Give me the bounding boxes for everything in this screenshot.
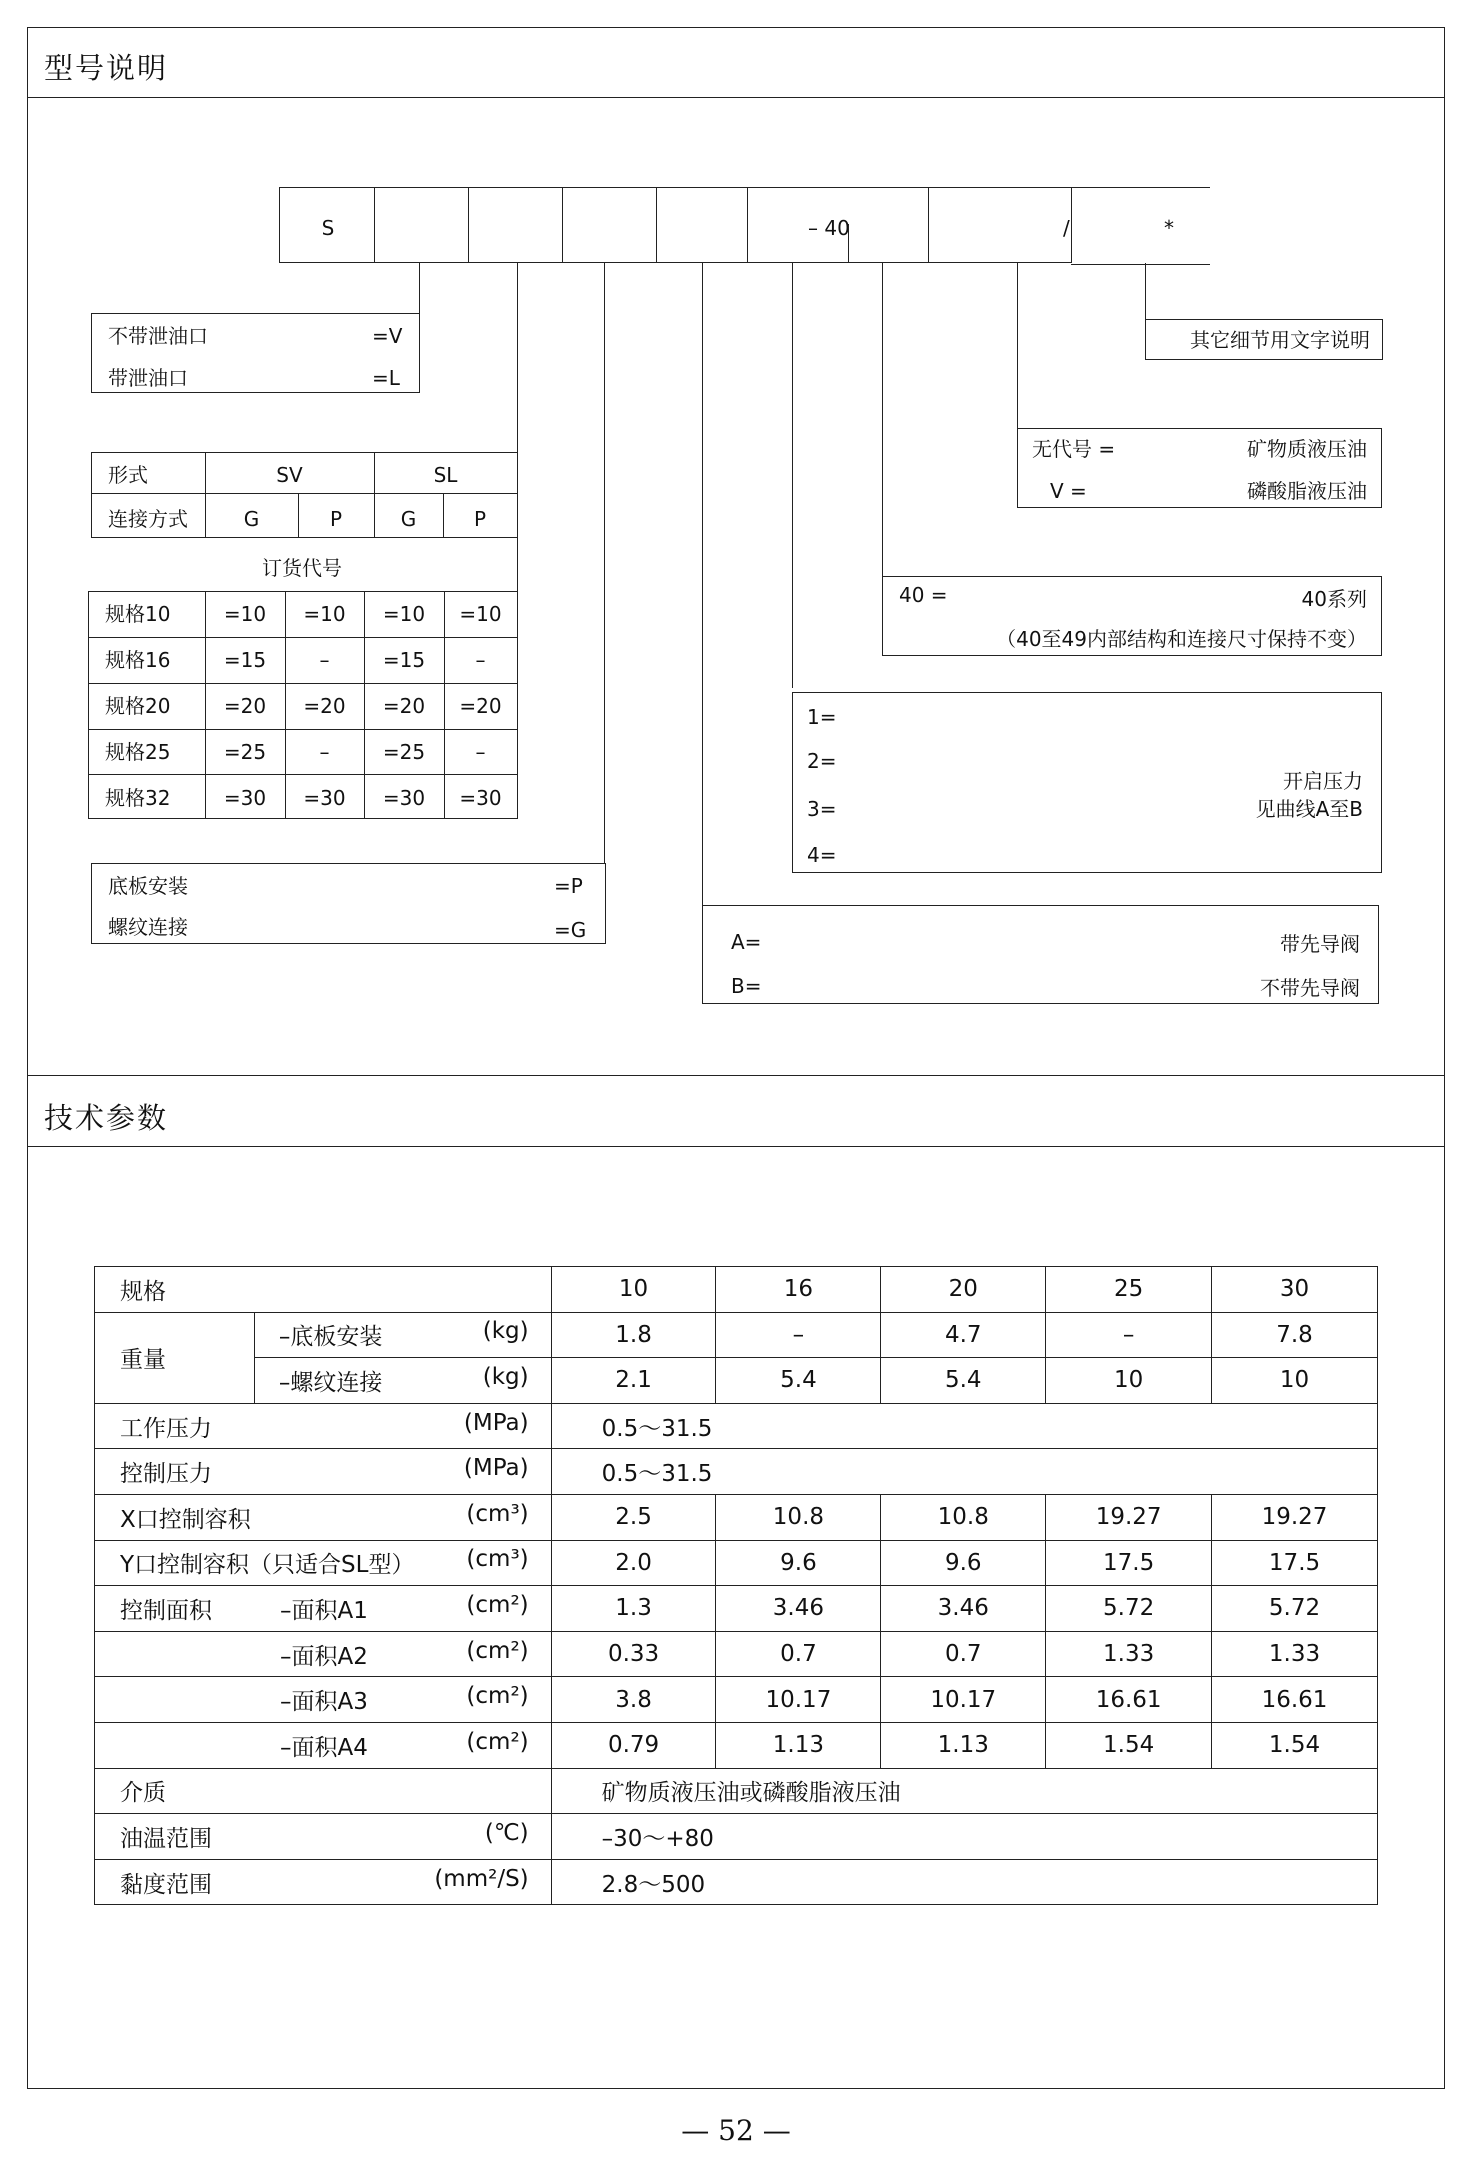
connector: [1145, 263, 1146, 321]
table-row: 规格 10 16 20 25 30: [95, 1267, 1378, 1313]
connector: [517, 538, 518, 591]
code-cell-5: [656, 187, 748, 263]
table-row: 重量 –底板安装 (kg) 1.8 – 4.7 – 7.8: [95, 1312, 1378, 1358]
section-divider: [27, 1075, 1445, 1076]
pilot-box: A= 带先导阀 B= 不带先导阀: [702, 905, 1379, 1004]
order-code-label: 订货代号: [262, 556, 342, 580]
code-cell-7: /: [928, 187, 1072, 263]
connector: [604, 263, 605, 863]
connector: [1017, 263, 1018, 430]
connector: [792, 263, 793, 688]
code-cell-1: S: [279, 187, 375, 263]
code-cell-3: [468, 187, 563, 263]
section-title-tech: 技术参数: [44, 1101, 169, 1135]
table-row: X口控制容积 (cm³) 2.5 10.8 10.8 19.27 19.27: [95, 1494, 1378, 1540]
tech-params-table: [94, 1266, 1378, 1905]
form-header-box: 形式 SV SL 连接方式 G P G P: [91, 452, 518, 538]
section-divider: [27, 1146, 1445, 1147]
connector: [702, 263, 703, 905]
pressure-box: 1= 2= 3= 4= 开启压力 见曲线A至B: [792, 692, 1382, 873]
series-box: 40 = 40系列 （40至49内部结构和连接尺寸保持不变）: [882, 576, 1382, 656]
code-cell-6: – 40: [747, 187, 929, 263]
code-cell-8: *: [1071, 187, 1210, 265]
table-row: 油温范围 (℃) –30～+80: [95, 1814, 1378, 1860]
connector: [882, 263, 883, 576]
table-row: 控制面积 –面积A1 (cm²) 1.3 3.46 3.46 5.72 5.72: [95, 1586, 1378, 1632]
table-row: 黏度范围 (mm²/S) 2.8～500: [95, 1859, 1378, 1905]
mount-box: 底板安装 =P 螺纹连接 =G: [91, 863, 606, 944]
code-cell-2: [374, 187, 469, 263]
other-details-box: 其它细节用文字说明: [1145, 319, 1383, 360]
page-number: — 52 —: [681, 2114, 791, 2147]
table-row: 工作压力 (MPa) 0.5～31.5: [95, 1403, 1378, 1449]
code-tick: [848, 224, 849, 263]
code-cell-4: [562, 187, 657, 263]
table-row: 控制压力 (MPa) 0.5～31.5: [95, 1449, 1378, 1495]
table-row: –面积A4 (cm²) 0.79 1.13 1.13 1.54 1.54: [95, 1722, 1378, 1768]
table-row: –螺纹连接 (kg) 2.1 5.4 5.4 10 10: [95, 1358, 1378, 1404]
section-title-model: 型号说明: [44, 51, 169, 85]
order-code-table: 规格10 =10 =10 =10 =10 规格16 =15 – =15 – 规格20 =20 =20 =20 =20 规格25 =25 – =25 – 规格32 =30 =30 =30 =30: [88, 591, 518, 819]
section-divider: [27, 97, 1445, 98]
table-row: 介质 矿物质液压油或磷酸脂液压油: [95, 1768, 1378, 1814]
table-row: Y口控制容积（只适合SL型） (cm³) 2.0 9.6 9.6 17.5 17.5: [95, 1540, 1378, 1586]
drain-box: 不带泄油口 =V 带泄油口 =L: [91, 313, 420, 393]
table-row: –面积A3 (cm²) 3.8 10.17 10.17 16.61 16.61: [95, 1677, 1378, 1723]
fluid-box: 无代号 = 矿物质液压油 V = 磷酸脂液压油: [1017, 428, 1382, 508]
table-row: –面积A2 (cm²) 0.33 0.7 0.7 1.33 1.33: [95, 1631, 1378, 1677]
